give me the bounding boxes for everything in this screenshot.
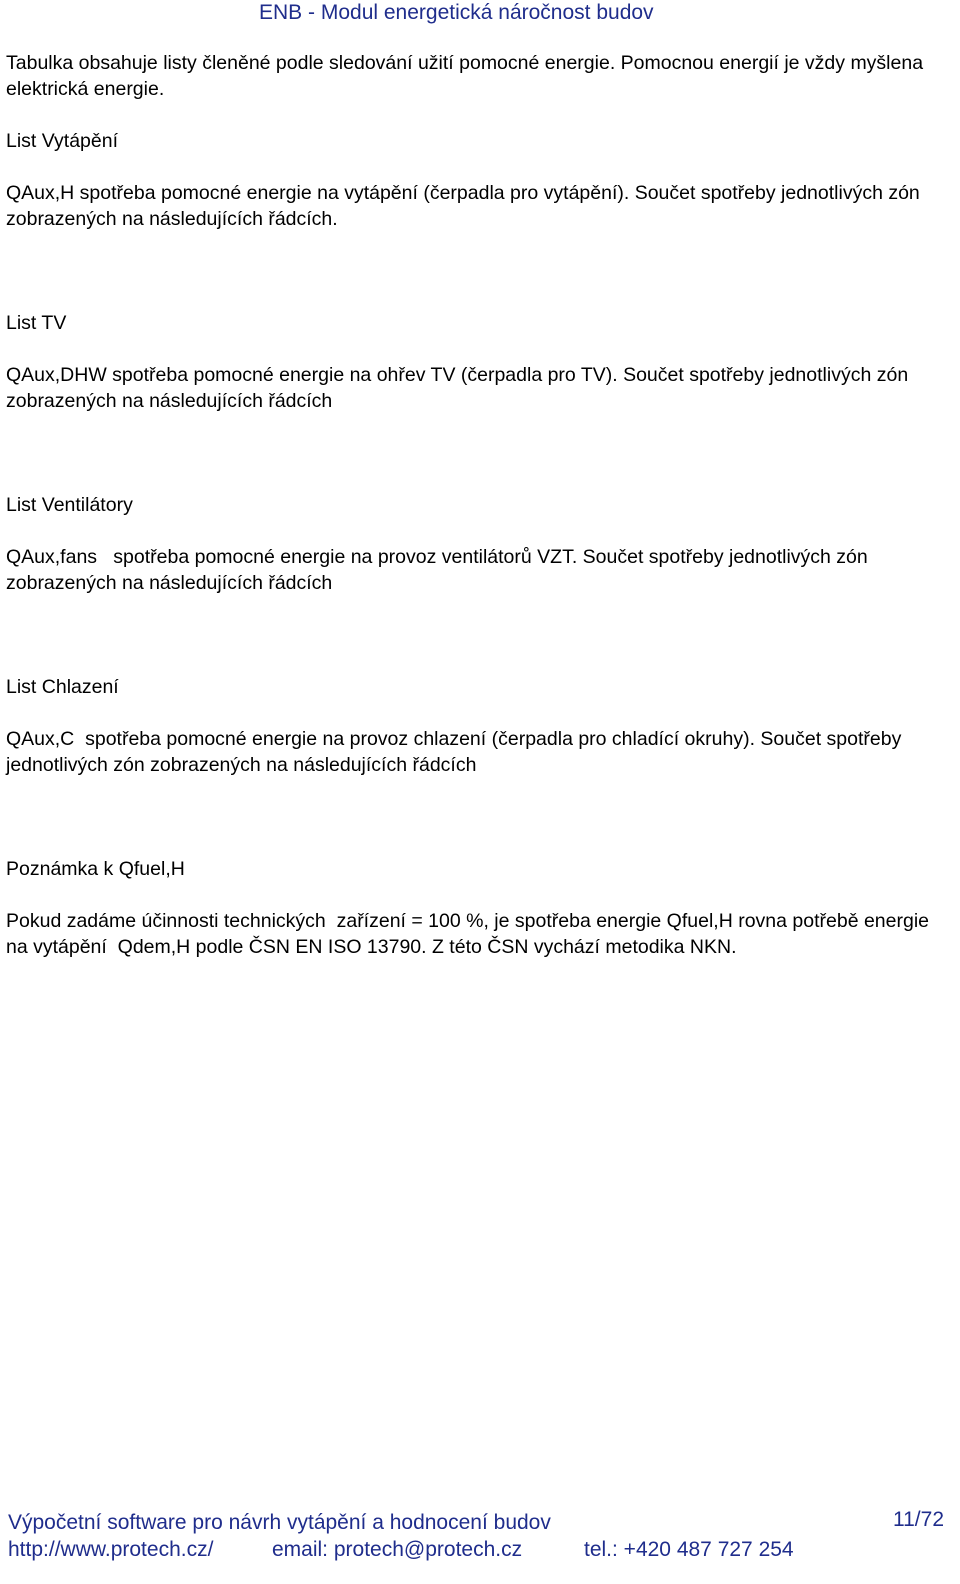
footer-software-title: Výpočetní software pro návrh vytápění a hodnocení budov [8, 1511, 551, 1534]
footer-website-link[interactable]: http://www.protech.cz/ [8, 1538, 214, 1561]
section-text-vytapeni: QAux,H spotřeba pomocné energie na vytápění (čerpadla pro vytápění). Součet spotřeby jednotlivých zón zobrazených na následujících řádcích. [6, 182, 920, 230]
section-text-chlazeni: QAux,C spotřeba pomocné energie na provoz chlazení (čerpadla pro chladící okruhy). Součet spotřeby jednotlivých zón zobrazených na následujících řádcích [6, 728, 907, 776]
section-heading-vytapeni: List Vytápění [6, 130, 119, 152]
document-body [6, 50, 954, 960]
section-heading-tv: List TV [6, 312, 67, 334]
footer-contact [8, 1537, 794, 1563]
footer-page-number: 11/72 [893, 1508, 944, 1531]
section-text-ventilatory: QAux,fans spotřeba pomocné energie na provoz ventilátorů VZT. Součet spotřeby jednotlivých zón zobrazených na následujících řádcích [6, 546, 874, 594]
intro-paragraph: Tabulka obsahuje listy členěné podle sledování užití pomocné energie. Pomocnou energií je vždy myšlena elektrická energie. [6, 52, 924, 100]
section-text-poznamka: Pokud zadáme účinnosti technických zařízení = 100 %, je spotřeba energie Qfuel,H rovna potřebě energie na vytápění Qdem,H podle ČSN EN ISO 13790. Z této ČSN vychází metodika NKN. [6, 910, 935, 958]
section-heading-chlazeni: List Chlazení [6, 676, 119, 698]
page-header-title: ENB - Modul energetická náročnost budov [259, 1, 654, 24]
footer-phone: tel.: +420 487 727 254 [584, 1538, 794, 1561]
section-text-tv: QAux,DHW spotřeba pomocné energie na ohřev TV (čerpadla pro TV). Součet spotřeby jednotlivých zón zobrazených na následujících řádcích [6, 364, 914, 412]
section-heading-ventilatory: List Ventilátory [6, 494, 133, 516]
section-heading-poznamka: Poznámka k Qfuel,H [6, 858, 185, 880]
footer-email-link[interactable]: email: protech@protech.cz [272, 1538, 523, 1561]
